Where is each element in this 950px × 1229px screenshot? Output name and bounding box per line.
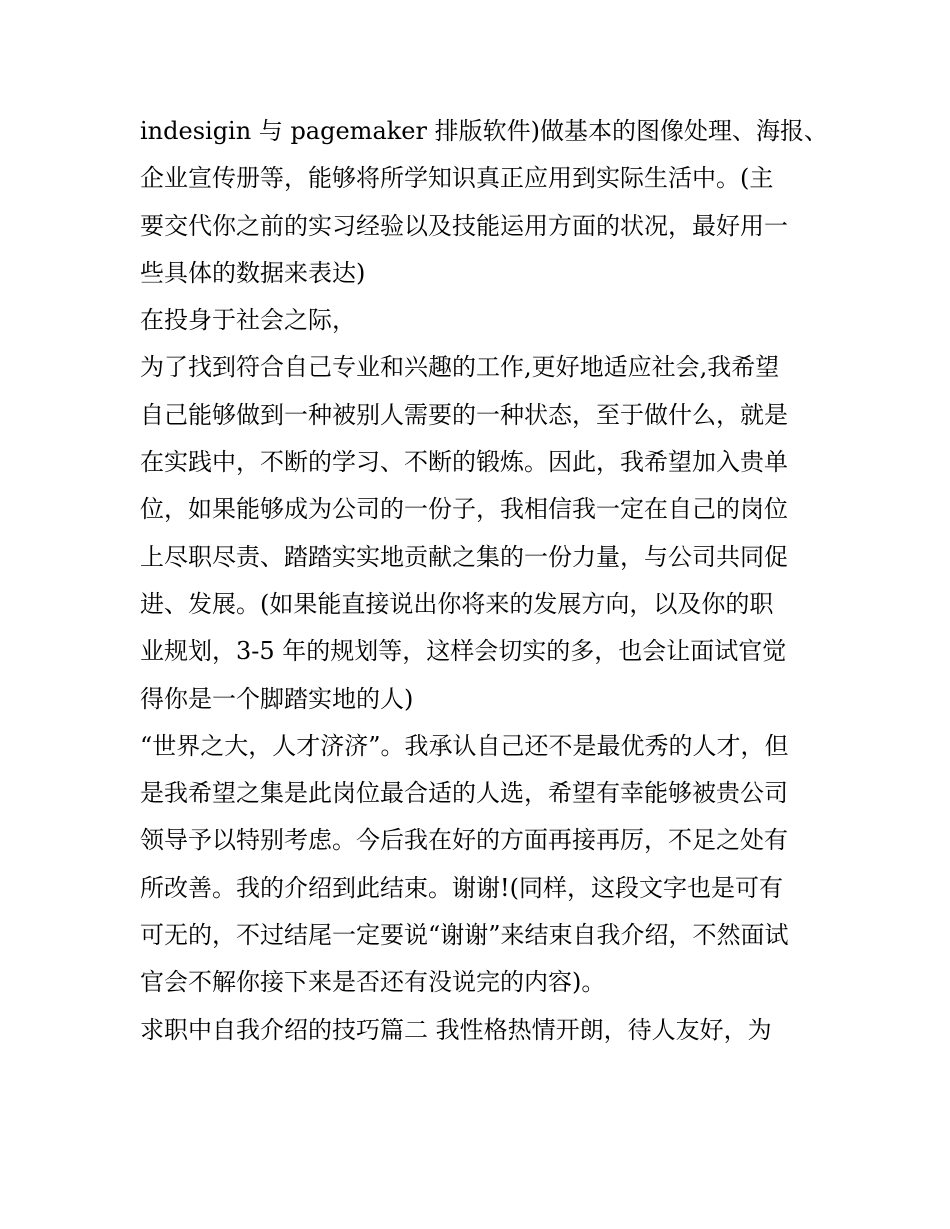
text-line: 所改善。我的介绍到此结束。谢谢!(同样，这段文字也是可有 (140, 873, 784, 902)
text-line: 要交代你之前的实习经验以及技能运用方面的状况，最好用一 (140, 211, 788, 240)
text-line: “世界之大，人才济济”。我承认自己还不是最优秀的人才，但 (140, 731, 789, 760)
text-line: 些具体的数据来表达) (140, 258, 366, 287)
text-line: 官会不解你接下来是否还有没说完的内容)。 (140, 968, 606, 997)
text-line: 求职中自我介绍的技巧篇二 我性格热情开朗，待人友好，为 (140, 1015, 772, 1044)
text-line: 在投身于社会之际， (140, 306, 356, 335)
text-line: 业规划，3-5 年的规划等，这样会切实的多，也会让面试官觉 (140, 637, 787, 666)
body-text (140, 108, 828, 1054)
text-line: 企业宣传册等，能够将所学知识真正应用到实际生活中。(主 (140, 164, 774, 193)
text-line: 上尽职尽责、踏踏实实地贡献之集的一份力量，与公司共同促 (140, 542, 788, 571)
text-line: 得你是一个脚踏实地的人) (140, 684, 414, 713)
text-line: 位，如果能够成为公司的一份子，我相信我一定在自己的岗位 (140, 495, 788, 524)
text-line: 自己能够做到一种被别人需要的一种状态，至于做什么，就是 (140, 400, 788, 429)
text-line: 为了找到符合自己专业和兴趣的工作,更好地适应社会,我希望 (140, 353, 780, 382)
text-line: 可无的，不过结尾一定要说“谢谢”来结束自我介绍，不然面试 (140, 921, 789, 950)
text-line: 领导予以特别考虑。今后我在好的方面再接再厉，不足之处有 (140, 826, 788, 855)
text-line: 是我希望之集是此岗位最合适的人选，希望有幸能够被贵公司 (140, 779, 788, 808)
text-line: 进、发展。(如果能直接说出你将来的发展方向，以及你的职 (140, 589, 774, 618)
text-line: 在实践中，不断的学习、不断的锻炼。因此，我希望加入贵单 (140, 448, 788, 477)
text-line: indesigin 与 pagemaker 排版软件)做基本的图像处理、海报、 (140, 117, 828, 145)
